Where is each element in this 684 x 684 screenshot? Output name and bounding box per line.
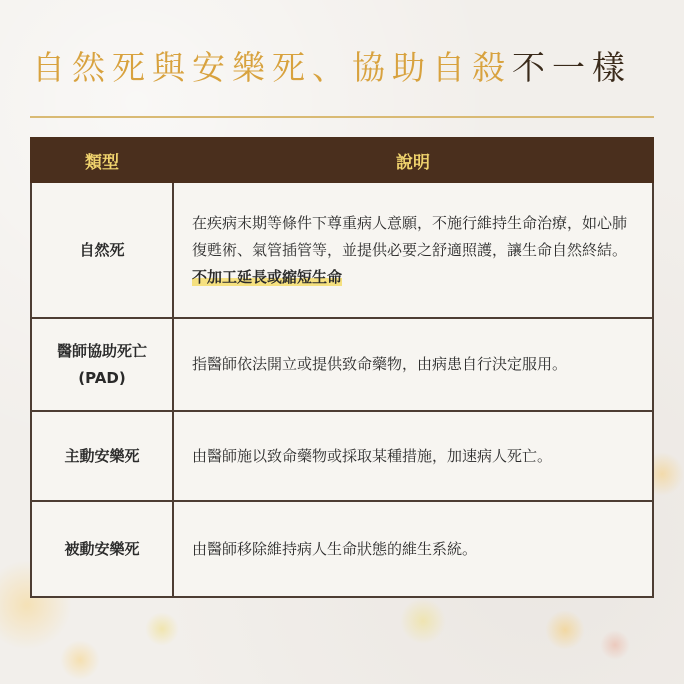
decorative-bokeh — [545, 610, 585, 650]
header-desc: 說明 — [173, 138, 653, 182]
row-type-label: 醫師協助死亡 — [56, 341, 147, 360]
table-row — [31, 501, 653, 597]
row-desc-text: 由醫師移除維持病人生命狀態的維生系統。 — [192, 539, 478, 558]
row-type-sublabel: (PAD) — [78, 368, 126, 387]
row-type-cell — [31, 182, 173, 318]
table-header-row — [31, 138, 653, 182]
row-desc-text: 由醫師施以致命藥物或採取某種措施，加速病人死亡。 — [192, 446, 553, 465]
decorative-bokeh — [400, 598, 446, 644]
decorative-bokeh — [600, 630, 630, 660]
decorative-bokeh — [145, 612, 179, 646]
row-desc-text: 在疾病末期等條件下尊重病人意願，不施行維持生命治療，如心肺復甦術、氣管插管等，並提供必要之舒適照護，讓生命自然終結。 — [192, 213, 628, 259]
row-type-cell — [31, 318, 173, 411]
row-type-label: 自然死 — [79, 240, 125, 259]
page-title — [32, 40, 662, 96]
comparison-table — [30, 137, 654, 598]
row-highlight-text: 不加工延長或縮短生命 — [192, 267, 343, 286]
table-row — [31, 182, 653, 318]
row-desc-cell — [173, 501, 653, 597]
row-type-cell — [31, 501, 173, 597]
header-type: 類型 — [31, 138, 173, 182]
title-dark-part: 不一樣 — [512, 48, 632, 87]
title-gold-part: 自然死與安樂死、協助自殺 — [32, 48, 512, 87]
row-type-cell — [31, 411, 173, 501]
table-row — [31, 318, 653, 411]
row-desc-cell — [173, 182, 653, 318]
row-type-label: 被動安樂死 — [64, 539, 140, 558]
title-divider — [30, 116, 654, 118]
row-type-label: 主動安樂死 — [64, 446, 140, 465]
row-desc-text: 指醫師依法開立或提供致命藥物，由病患自行決定服用。 — [192, 355, 568, 373]
decorative-bokeh — [60, 640, 100, 680]
row-desc-cell — [173, 318, 653, 411]
row-desc-cell — [173, 411, 653, 501]
table-row — [31, 411, 653, 501]
